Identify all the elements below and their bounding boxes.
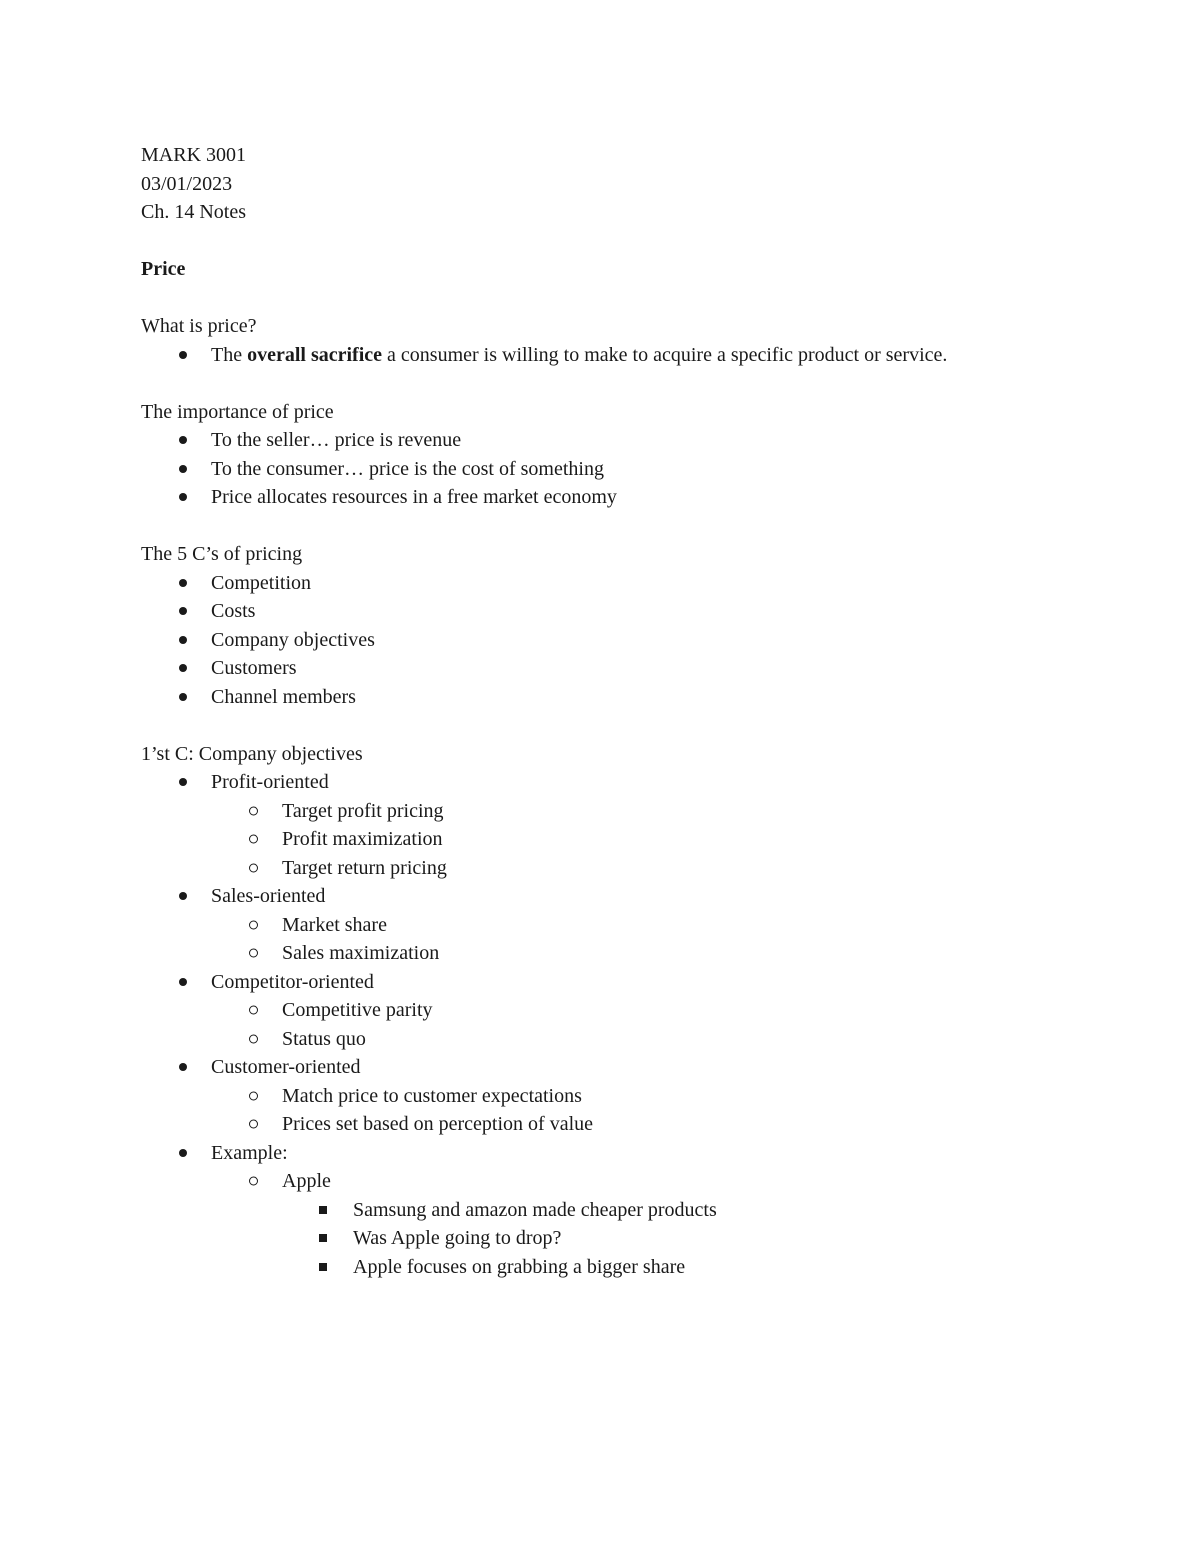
- list-item: Competitor-oriented: [141, 968, 1081, 997]
- document-title: Price: [141, 258, 186, 280]
- sub-list-item: Sales maximization: [141, 939, 1081, 968]
- section-heading-five-cs: The 5 C’s of pricing: [141, 543, 303, 565]
- bullet-icon: [179, 693, 187, 701]
- sub-sub-list-item: Was Apple going to drop?: [141, 1224, 1081, 1253]
- sub-list-item: Profit maximization: [141, 825, 1081, 854]
- bullet-icon: [179, 892, 187, 900]
- circle-bullet-icon: [249, 1006, 258, 1015]
- list-item: Costs: [141, 597, 1081, 626]
- list-item: Sales-oriented: [141, 882, 1081, 911]
- list-item: Profit-oriented: [141, 768, 1081, 797]
- sub-list-item: Target return pricing: [141, 854, 1081, 883]
- sub-list-item: Target profit pricing: [141, 797, 1081, 826]
- bullet-icon: [179, 978, 187, 986]
- list-item: Company objectives: [141, 626, 1081, 655]
- sub-list-item: Apple: [141, 1167, 1081, 1196]
- sub-list-item: Status quo: [141, 1025, 1081, 1054]
- sub-list-item: Match price to customer expectations: [141, 1082, 1081, 1111]
- bullet-icon: [179, 664, 187, 672]
- circle-bullet-icon: [249, 1034, 258, 1043]
- list-item: Customer-oriented: [141, 1053, 1081, 1082]
- circle-bullet-icon: [249, 1177, 258, 1186]
- section-heading-company-objectives: 1’st C: Company objectives: [141, 742, 363, 765]
- chapter-label: Ch. 14 Notes: [141, 201, 246, 223]
- bullet-icon: [179, 778, 187, 786]
- bullet-icon: [179, 607, 187, 615]
- circle-bullet-icon: [249, 920, 258, 929]
- square-bullet-icon: [319, 1234, 327, 1242]
- list-item: To the seller… price is revenue: [141, 426, 1081, 455]
- section-heading-importance: The importance of price: [141, 400, 334, 423]
- bullet-icon: [179, 351, 187, 359]
- bullet-icon: [179, 1063, 187, 1071]
- sub-sub-list-item: Samsung and amazon made cheaper products: [141, 1196, 1081, 1225]
- bullet-icon: [179, 1149, 187, 1157]
- note-date: 03/01/2023: [141, 172, 233, 195]
- bullet-icon: [179, 436, 187, 444]
- list-item: The overall sacrifice a consumer is willing to make to acquire a specific product or service.: [141, 341, 1081, 370]
- list-item: To the consumer… price is the cost of something: [141, 455, 1081, 484]
- sub-list-item: Competitive parity: [141, 996, 1081, 1025]
- list-item: Channel members: [141, 683, 1081, 712]
- course-code: MARK 3001: [141, 144, 247, 166]
- bullet-icon: [179, 493, 187, 501]
- bold-term: overall sacrifice: [247, 343, 383, 366]
- bullet-icon: [179, 579, 187, 587]
- circle-bullet-icon: [249, 863, 258, 872]
- circle-bullet-icon: [249, 1091, 258, 1100]
- bullet-icon: [179, 636, 187, 644]
- circle-bullet-icon: [249, 1120, 258, 1129]
- sub-list-item: Market share: [141, 911, 1081, 940]
- sub-sub-list-item: Apple focuses on grabbing a bigger share: [141, 1253, 1081, 1282]
- circle-bullet-icon: [249, 806, 258, 815]
- square-bullet-icon: [319, 1206, 327, 1214]
- square-bullet-icon: [319, 1263, 327, 1271]
- list-item: Competition: [141, 569, 1081, 598]
- bullet-icon: [179, 465, 187, 473]
- list-item: Customers: [141, 654, 1081, 683]
- section-heading-what-is-price: What is price?: [141, 315, 257, 337]
- list-item: Price allocates resources in a free market economy: [141, 483, 1081, 512]
- list-item: Example:: [141, 1139, 1081, 1168]
- circle-bullet-icon: [249, 835, 258, 844]
- sub-list-item: Prices set based on perception of value: [141, 1110, 1081, 1139]
- circle-bullet-icon: [249, 949, 258, 958]
- document-page: [141, 141, 1081, 1281]
